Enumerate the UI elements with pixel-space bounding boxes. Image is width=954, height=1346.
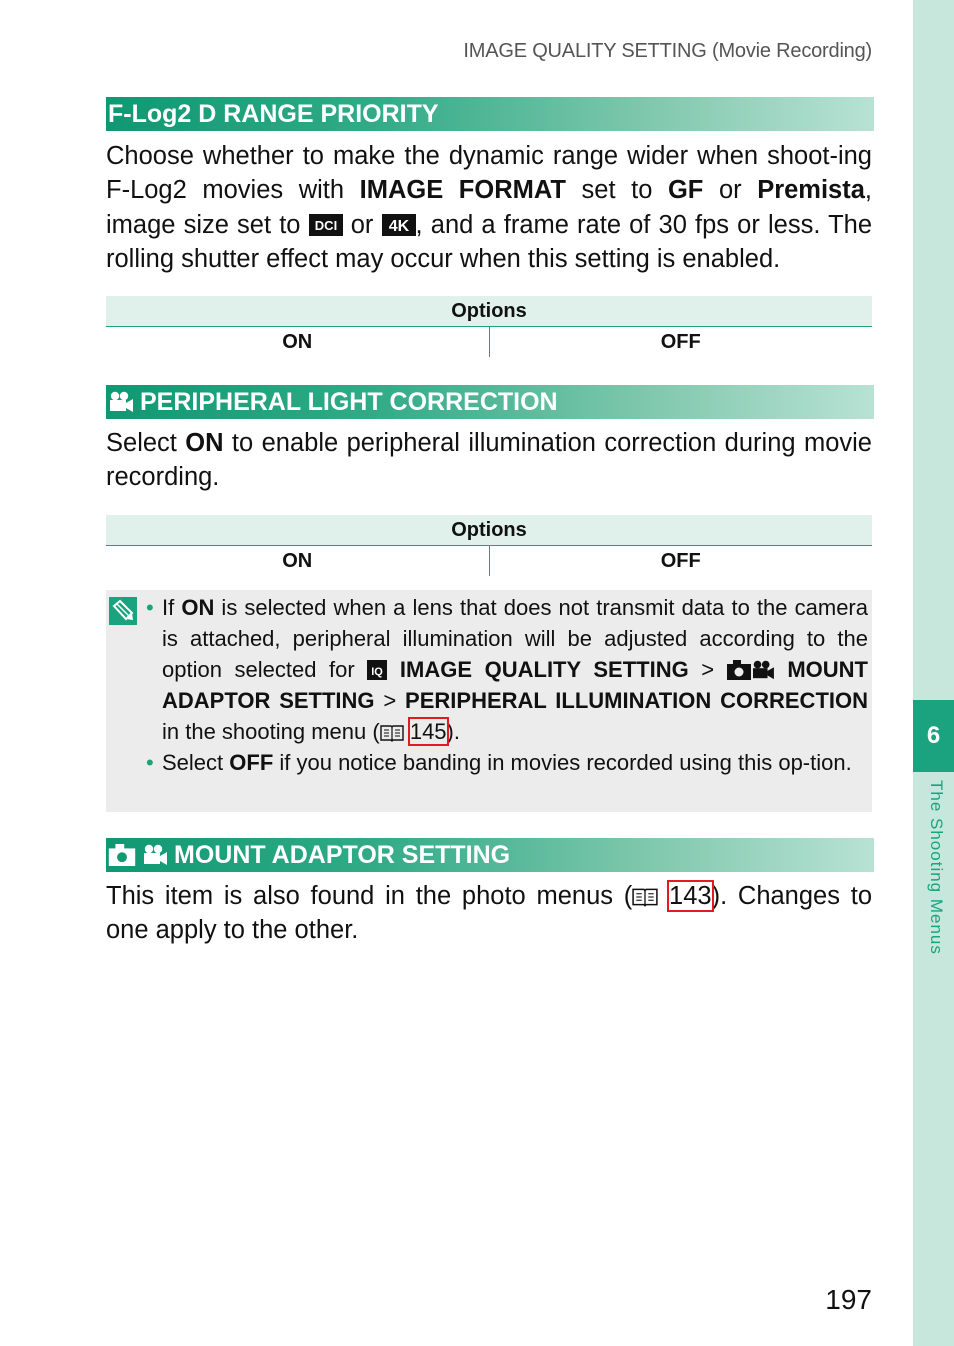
option-on: ON <box>282 330 313 353</box>
note-list <box>146 592 868 778</box>
section-title: MOUNT ADAPTOR SETTING <box>174 840 511 869</box>
dci-icon <box>309 214 343 236</box>
running-head: IMAGE QUALITY SETTING (Movie Recording) <box>463 40 872 62</box>
side-tab <box>913 0 954 1346</box>
section-body-mount-adaptor: This item is also found in the photo menus ( 143). Changes to one apply to the other. <box>106 882 872 945</box>
section-heading-peripheral-light <box>106 385 874 419</box>
still-camera-icon <box>727 660 751 680</box>
section-body-flog2: Choose whether to make the dynamic range wider when shoot-ing F-Log2 movies with IMAGE FORMAT set to GF or Premista, image size set to DCI or 4K , and a frame rate of 30 fps or less. The rolling shutter effect may occur when this setting is enabled. <box>106 142 873 273</box>
section-heading-flog2 <box>106 97 874 131</box>
note-item: • Select OFF if you notice banding in movies recorded using this op-tion. <box>146 747 868 778</box>
page-ref-link-143[interactable]: 143 <box>669 882 712 910</box>
4k-icon <box>382 214 416 236</box>
note-pencil-icon <box>108 596 138 626</box>
chapter-number-tab[interactable]: 6 <box>913 700 954 772</box>
svg-text:DCI: DCI <box>314 217 337 233</box>
option-off: OFF <box>489 546 872 577</box>
chapter-title: The Shooting Menus <box>927 780 946 955</box>
section-title: F-Log2 D RANGE PRIORITY <box>108 99 439 128</box>
section-title: PERIPHERAL LIGHT CORRECTION <box>140 387 558 416</box>
movie-camera-icon <box>108 391 134 413</box>
movie-camera-icon <box>751 660 775 680</box>
iq-icon <box>367 660 387 680</box>
section-body-peripheral-light: Select ON to enable peripheral illumination correction during movie recording. <box>106 429 872 492</box>
page-number: 197 <box>825 1284 872 1315</box>
option-on: ON <box>282 549 313 572</box>
page-ref-link-145[interactable]: 145 <box>409 719 447 744</box>
svg-text:IQ: IQ <box>371 666 384 678</box>
still-camera-icon <box>108 844 136 866</box>
options-header: Options <box>106 296 872 327</box>
options-header: Options <box>106 515 872 546</box>
book-icon <box>632 887 658 907</box>
section-heading-mount-adaptor <box>106 838 874 872</box>
book-icon <box>380 724 404 742</box>
svg-text:4K: 4K <box>388 217 409 235</box>
movie-camera-icon <box>142 844 168 866</box>
note-box <box>106 590 872 812</box>
options-table-flog2 <box>106 296 872 357</box>
note-item: • If ON is selected when a lens that does not transmit data to the camera is attached, peripheral illumination will be adjusted according to the option selected for IQ IMAGE QUALITY SETTING > MOUNT ADAPTOR SETTING > PERIPHERAL ILLUMINATION CORRECTION in the shooting menu ( 145). <box>146 592 868 747</box>
options-table-peripheral-light <box>106 515 872 576</box>
option-off: OFF <box>489 327 872 358</box>
